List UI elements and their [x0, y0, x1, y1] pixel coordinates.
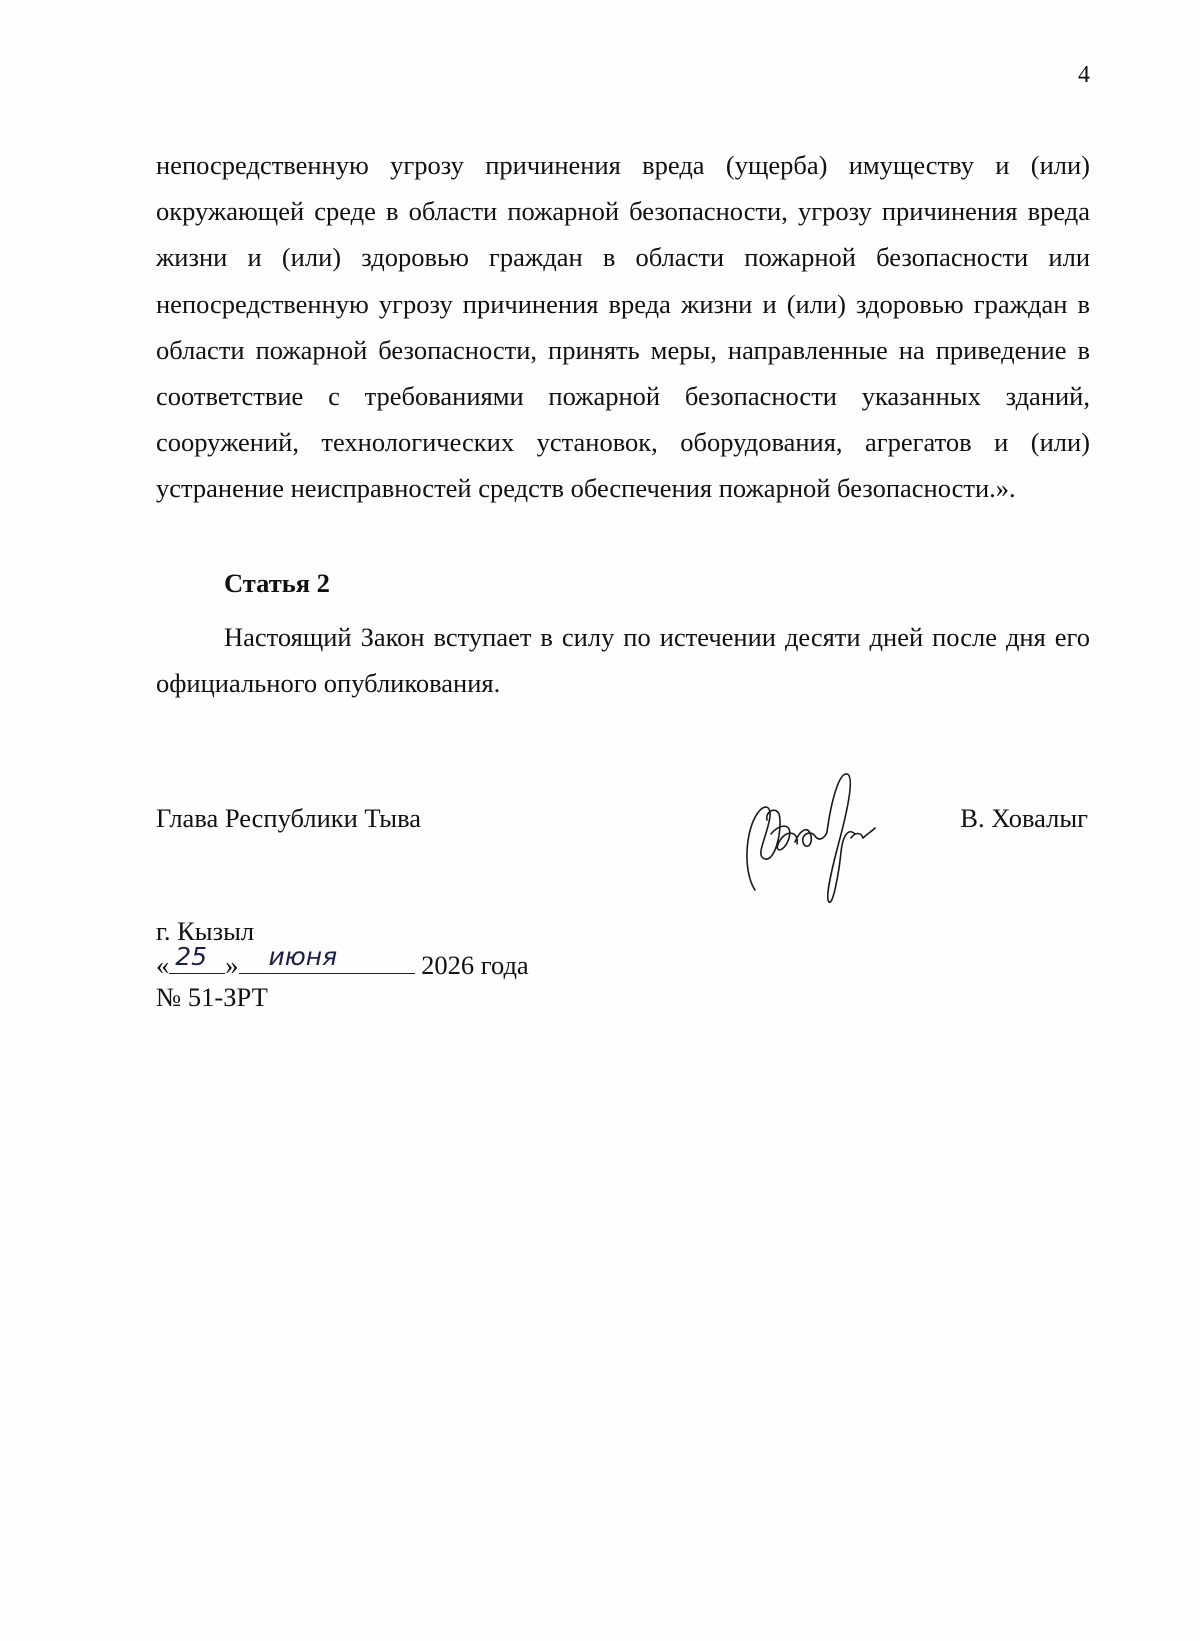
- day-field: [169, 942, 225, 974]
- law-number: № 51-ЗРТ: [156, 982, 268, 1012]
- date-open-quote: «: [156, 950, 170, 980]
- body-paragraph: [156, 142, 1090, 512]
- body-line: области пожарной безопасности, принять меры, направленные на приведение в: [156, 334, 1090, 365]
- month-handwritten: июня: [268, 942, 338, 971]
- city-line: г. Кызыл: [156, 916, 255, 946]
- article-paragraph: [156, 614, 1090, 706]
- body-line: сооружений, технологических установок, оборудования, агрегатов и (или): [156, 427, 1090, 458]
- month-field: [239, 942, 415, 974]
- date-close-quote: »: [225, 950, 239, 980]
- article-heading: Статья 2: [224, 568, 330, 598]
- year-suffix: 2026 года: [421, 950, 529, 980]
- body-line: окружающей среде в области пожарной безопасности, угрозу причинения вреда: [156, 196, 1090, 227]
- article-line: официального опубликования.: [156, 668, 501, 698]
- day-handwritten: 25: [175, 942, 208, 971]
- body-line: соответствие с требованиями пожарной безопасности указанных зданий,: [156, 380, 1090, 411]
- signer-name: В. Ховалыг: [960, 803, 1088, 833]
- body-line: непосредственную угрозу причинения вреда (ущерба) имуществу и (или): [156, 150, 1090, 180]
- article-line: Настоящий Закон вступает в силу по истечении десяти дней после дня его: [224, 622, 1090, 652]
- signer-title: Глава Республики Тыва: [156, 803, 422, 833]
- date-line: [156, 942, 529, 981]
- body-line: жизни и (или) здоровью граждан в области пожарной безопасности или: [156, 242, 1090, 273]
- body-line: устранение неисправностей средств обеспечения пожарной безопасности.».: [156, 473, 1016, 504]
- signature-image: [735, 762, 885, 912]
- place-date-block: [156, 915, 529, 1013]
- body-line: непосредственную угрозу причинения вреда жизни и (или) здоровью граждан в: [156, 288, 1090, 319]
- page-number: 4: [1078, 62, 1090, 88]
